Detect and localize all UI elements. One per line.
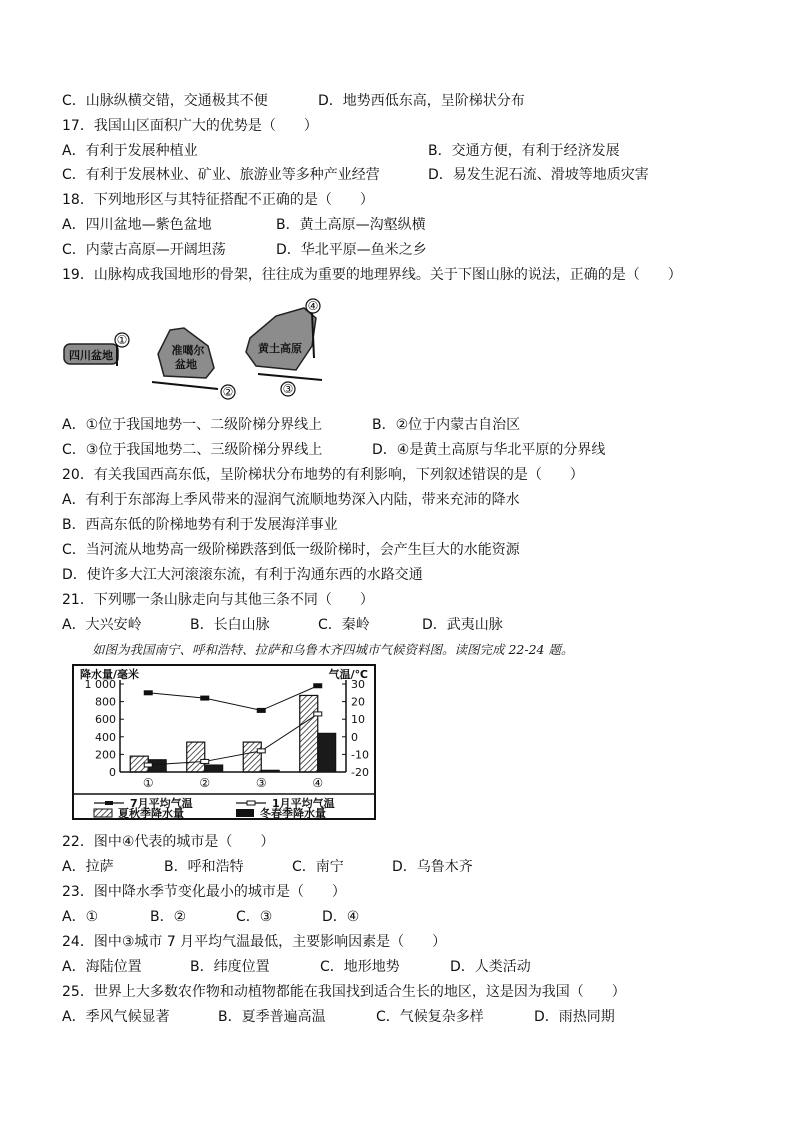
mountain-marker-2: ② bbox=[222, 385, 234, 399]
q20-option-d: D．使许多大江大河滚滚东流，有利于沟通东西的水路交通 bbox=[62, 567, 423, 583]
q19-option-c: C．③位于我国地势二、三级阶梯分界线上 bbox=[62, 442, 323, 458]
q17-option-b: B．交通方便，有利于经济发展 bbox=[428, 143, 620, 159]
q19-option-d: D．④是黄土高原与华北平原的分界线 bbox=[372, 442, 606, 458]
y-left-label: 降水量/毫米 bbox=[80, 668, 140, 681]
q18-option-a: A．四川盆地—紫色盆地 bbox=[62, 217, 212, 233]
y-right-tick-label: 0 bbox=[351, 730, 358, 744]
mountain-line-3 bbox=[258, 374, 322, 380]
q25-option-d: D．雨热同期 bbox=[534, 1009, 615, 1025]
mountain-figure bbox=[60, 296, 340, 402]
x-category-label: ② bbox=[199, 776, 211, 790]
q16-option-d: D．地势西低东高，呈阶梯状分布 bbox=[318, 93, 525, 109]
y-right-tick-label: 20 bbox=[351, 695, 365, 709]
q21-option-d: D．武夷山脉 bbox=[422, 617, 503, 633]
q20-stem: 20．有关我国西高东低，呈阶梯状分布地势的有利影响，下列叙述错误的是（ ） bbox=[62, 467, 584, 483]
legend-jan-label: 1月平均气温 bbox=[272, 797, 335, 810]
q21-option-b: B．长白山脉 bbox=[190, 617, 270, 633]
bar-summer-autumn bbox=[187, 742, 205, 772]
q21-stem: 21．下列哪一条山脉走向与其他三条不同（ ） bbox=[62, 592, 374, 608]
july-temp-point bbox=[201, 696, 209, 700]
legend-summer-swatch bbox=[94, 809, 112, 817]
january-temp-point bbox=[314, 712, 322, 716]
q20-option-a: A．有利于东部海上季风带来的湿润气流顺地势深入内陆，带来充沛的降水 bbox=[62, 492, 520, 508]
bar-winter-spring bbox=[261, 770, 279, 772]
y-left-tick-label: 600 bbox=[95, 713, 116, 727]
q23-stem: 23．图中降水季节变化最小的城市是（ ） bbox=[62, 884, 346, 900]
q18-option-b: B．黄土高原—沟壑纵横 bbox=[276, 217, 426, 233]
q19-option-a: A．①位于我国地势一、二级阶梯分界线上 bbox=[62, 417, 323, 433]
chart-intro: 如图为我国南宁、呼和浩特、拉萨和乌鲁木齐四城市气候资料图。读图完成 22-24 题。 bbox=[92, 642, 574, 657]
mountain-marker-4: ④ bbox=[307, 299, 319, 313]
y-left-tick-label: 400 bbox=[95, 730, 116, 744]
bar-winter-spring bbox=[318, 733, 336, 772]
q24-option-b: B．纬度位置 bbox=[190, 959, 270, 975]
y-left-tick-label: 200 bbox=[95, 748, 116, 762]
q17-option-c: C．有利于发展林业、矿业、旅游业等多种产业经营 bbox=[62, 167, 380, 183]
junggar-basin-label-1: 准噶尔 bbox=[171, 344, 205, 357]
climate-chart bbox=[72, 664, 376, 820]
q22-option-b: B．呼和浩特 bbox=[164, 859, 244, 875]
july-temp-point bbox=[314, 684, 322, 688]
y-left-tick-label: 800 bbox=[95, 695, 116, 709]
q21-option-a: A．大兴安岭 bbox=[62, 617, 142, 633]
q25-option-a: A．季风气候显著 bbox=[62, 1009, 170, 1025]
loess-plateau-shape bbox=[246, 308, 316, 370]
q22-option-d: D．乌鲁木齐 bbox=[392, 859, 473, 875]
mountain-marker-1: ① bbox=[116, 333, 128, 347]
q23-option-d: D．④ bbox=[322, 909, 360, 925]
y-right-tick-label: -10 bbox=[351, 748, 369, 762]
q25-option-c: C．气候复杂多样 bbox=[376, 1009, 484, 1025]
x-category-label: ③ bbox=[255, 776, 267, 790]
loess-plateau-label: 黄土高原 bbox=[258, 342, 302, 355]
y-right-label: 气温/℃ bbox=[328, 668, 368, 681]
q24-stem: 24．图中③城市 7 月平均气温最低，主要影响因素是（ ） bbox=[62, 934, 447, 950]
q18-option-c: C．内蒙古高原—开阔坦荡 bbox=[62, 242, 226, 258]
q24-option-d: D．人类活动 bbox=[450, 959, 531, 975]
july-temp-point bbox=[144, 691, 152, 695]
q19-stem: 19．山脉构成我国地形的骨架，往往成为重要的地理界线。关于下图山脉的说法，正确的是（ ） bbox=[62, 267, 682, 283]
january-temp-point bbox=[257, 749, 265, 753]
q23-option-c: C．③ bbox=[236, 909, 273, 925]
q25-option-b: B．夏季普遍高温 bbox=[218, 1009, 326, 1025]
mountain-line-2 bbox=[152, 382, 218, 389]
q25-stem: 25．世界上大多数农作物和动植物都能在我国找到适合生长的地区，这是因为我国（ ） bbox=[62, 984, 626, 1000]
q22-option-a: A．拉萨 bbox=[62, 859, 114, 875]
q22-stem: 22．图中④代表的城市是（ ） bbox=[62, 834, 275, 850]
sichuan-basin-label: 四川盆地 bbox=[69, 349, 113, 362]
q18-stem: 18．下列地形区与其特征搭配不正确的是（ ） bbox=[62, 192, 374, 208]
january-temp-point bbox=[201, 759, 209, 763]
legend-summer-label: 夏秋季降水量 bbox=[118, 807, 184, 820]
q18-option-d: D．华北平原—鱼米之乡 bbox=[276, 242, 427, 258]
legend-jan-marker bbox=[247, 801, 255, 805]
q17-option-a: A．有利于发展种植业 bbox=[62, 143, 198, 159]
y-left-tick-label: 0 bbox=[109, 766, 116, 779]
x-category-label: ① bbox=[142, 776, 154, 790]
mountain-marker-3: ③ bbox=[282, 382, 294, 396]
q23-option-b: B．② bbox=[150, 909, 187, 925]
q17-stem: 17．我国山区面积广大的优势是（ ） bbox=[62, 118, 318, 134]
q22-option-c: C．南宁 bbox=[292, 859, 344, 875]
x-category-label: ④ bbox=[312, 776, 324, 790]
q20-option-b: B．西高东低的阶梯地势有利于发展海洋事业 bbox=[62, 517, 338, 533]
legend-july-marker bbox=[105, 801, 113, 805]
y-right-tick-label: -20 bbox=[351, 766, 369, 779]
bar-summer-autumn bbox=[300, 695, 318, 772]
y-right-tick-label: 30 bbox=[351, 678, 365, 691]
q21-option-c: C．秦岭 bbox=[318, 617, 370, 633]
bar-winter-spring bbox=[205, 765, 223, 772]
legend-july-label: 7月平均气温 bbox=[130, 797, 193, 810]
july-temp-point bbox=[257, 708, 265, 712]
junggar-basin-label-2: 盆地 bbox=[175, 358, 197, 371]
q19-option-b: B．②位于内蒙古自治区 bbox=[372, 417, 521, 433]
legend-winter-label: 冬春季降水量 bbox=[260, 807, 326, 820]
bar-summer-autumn bbox=[243, 742, 261, 772]
q24-option-c: C．地形地势 bbox=[320, 959, 400, 975]
q23-option-a: A．① bbox=[62, 909, 99, 925]
q20-option-c: C．当河流从地势高一级阶梯跌落到低一级阶梯时，会产生巨大的水能资源 bbox=[62, 542, 520, 558]
q16-option-c: C．山脉纵横交错，交通极其不便 bbox=[62, 93, 268, 109]
y-right-tick-label: 10 bbox=[351, 713, 365, 727]
q17-option-d: D．易发生泥石流、滑坡等地质灾害 bbox=[428, 167, 649, 183]
y-left-tick-label: 1 000 bbox=[84, 678, 116, 691]
q24-option-a: A．海陆位置 bbox=[62, 959, 142, 975]
january-temp-point bbox=[144, 763, 152, 767]
legend-winter-swatch bbox=[236, 809, 254, 817]
